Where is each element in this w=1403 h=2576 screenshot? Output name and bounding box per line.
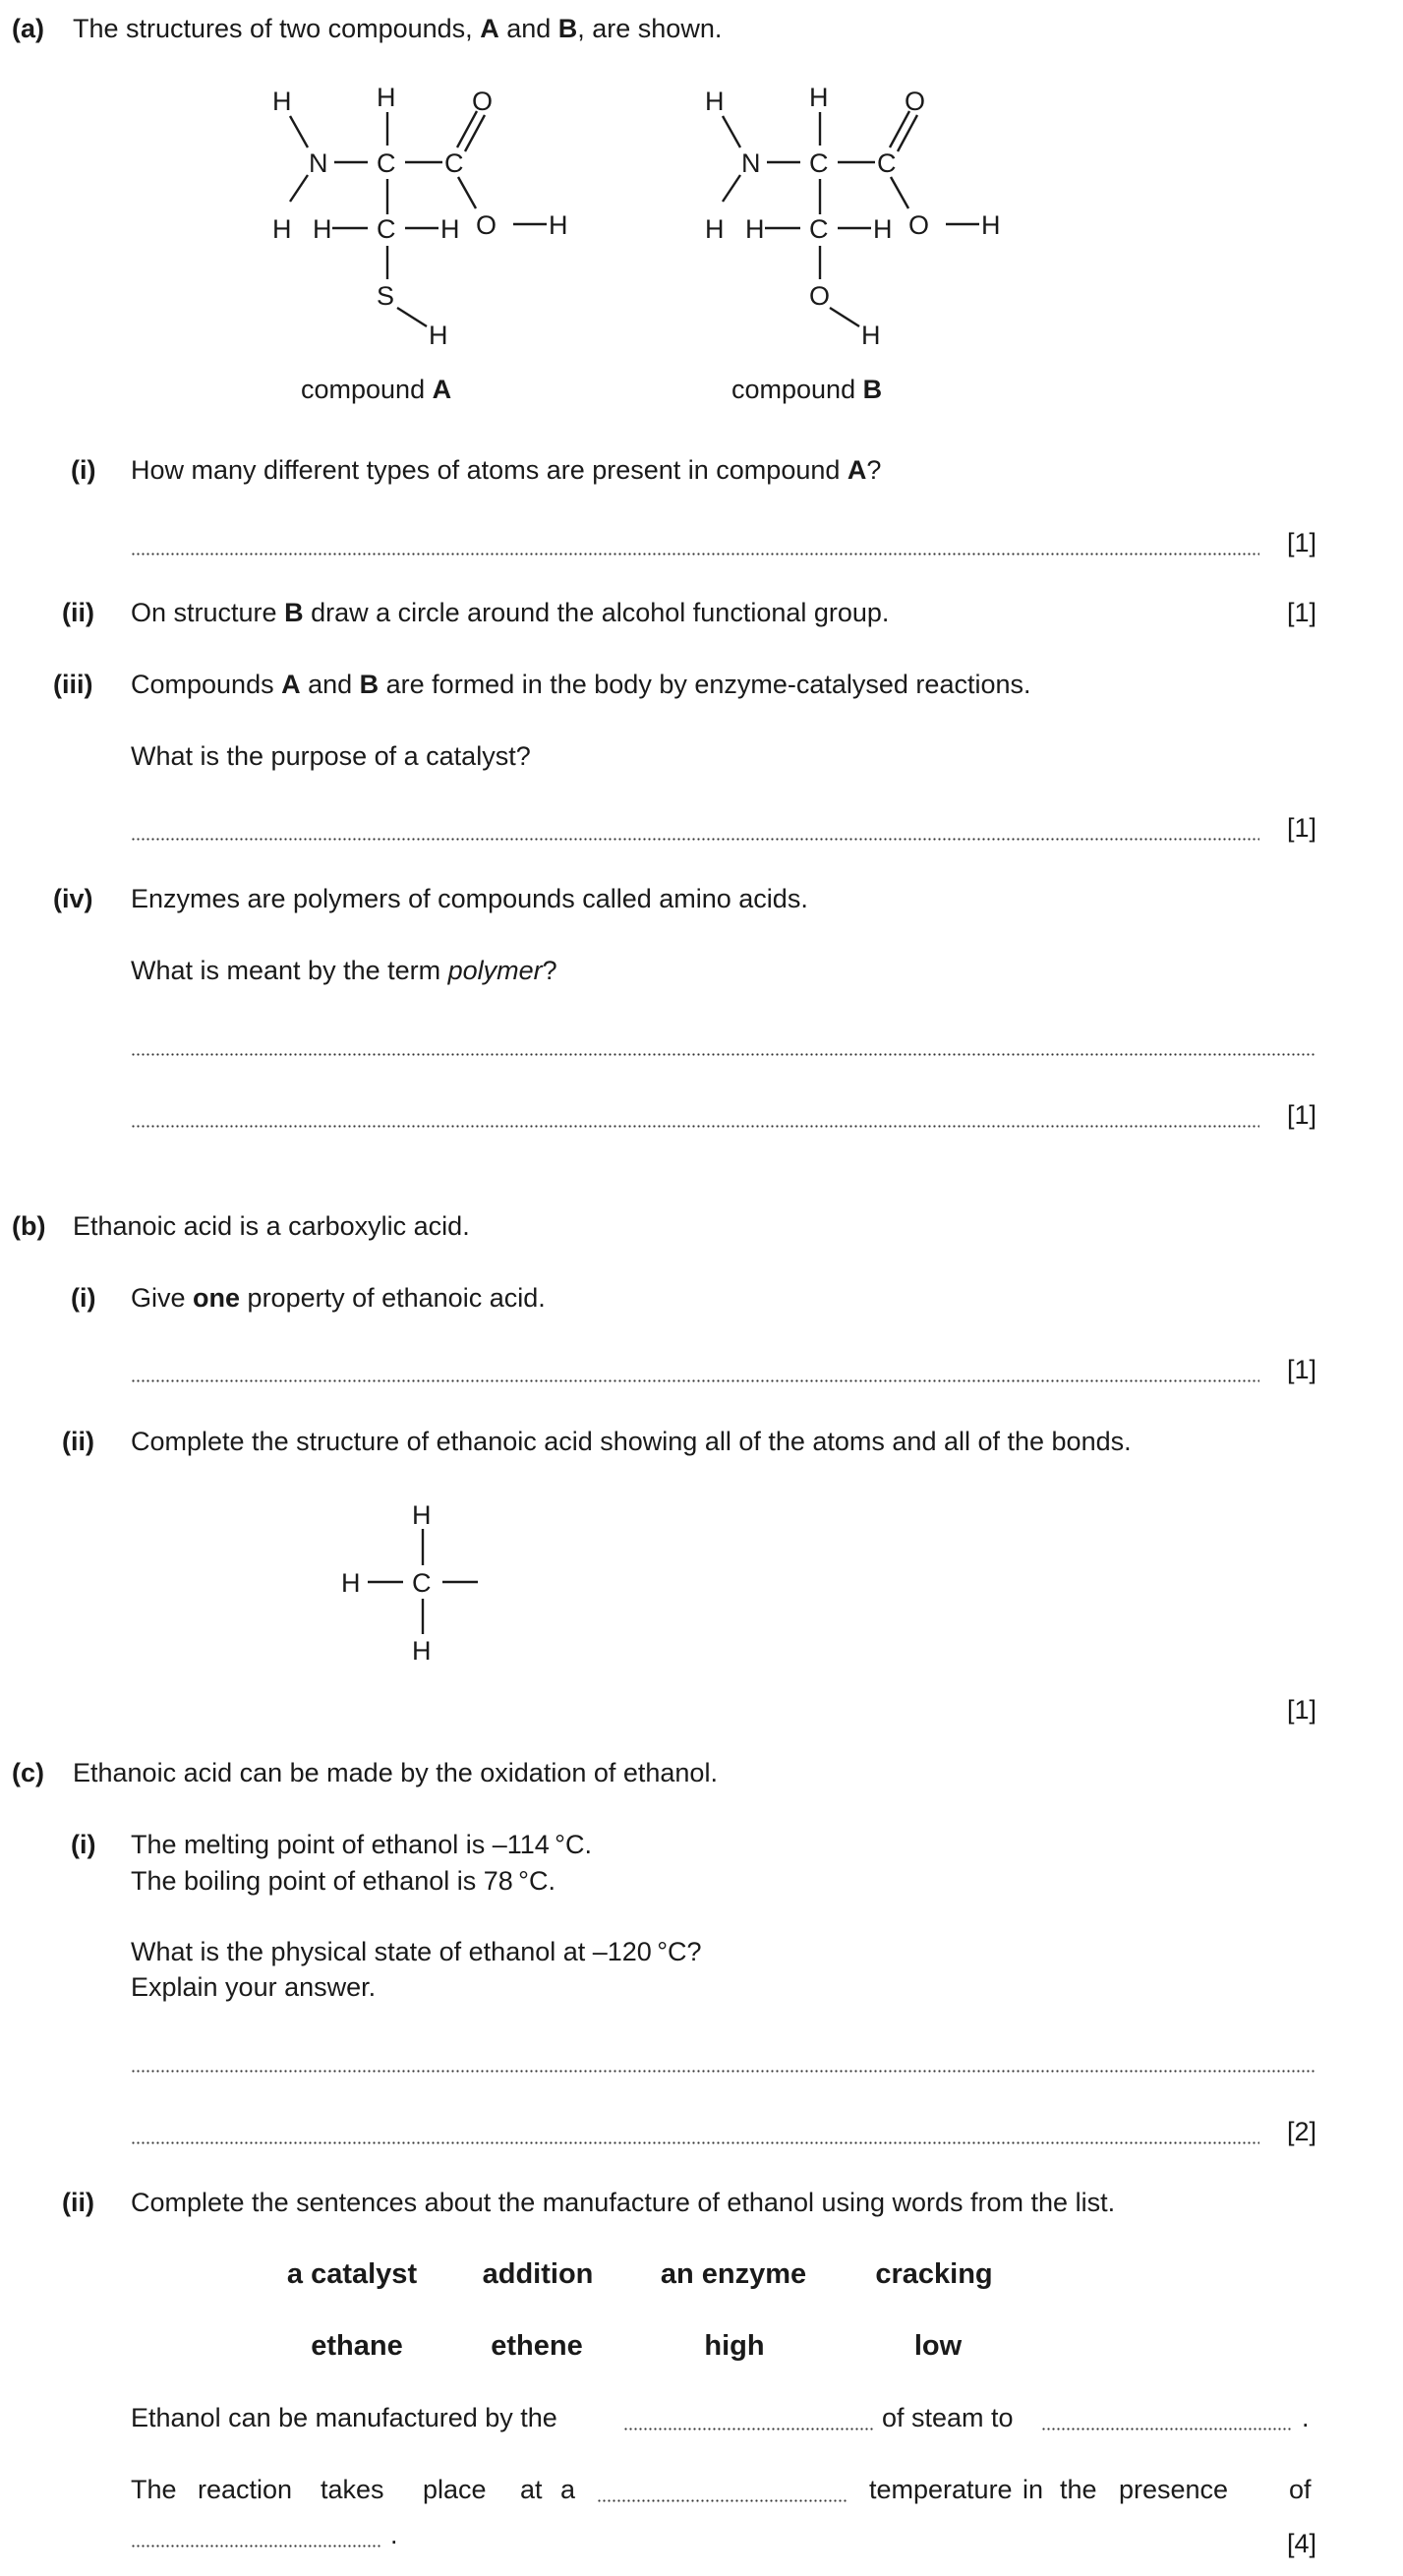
question-prompt: What is the physical state of ethanol at –120 °C?	[131, 1937, 702, 1966]
question-label: (ii)	[62, 598, 94, 627]
atom-h: H	[549, 210, 568, 240]
sentence-text: presence	[1119, 2475, 1229, 2504]
atom-h: H	[745, 214, 765, 244]
word-option: low	[913, 2330, 963, 2362]
sentence-text: the	[1060, 2475, 1097, 2504]
atom-o: O	[472, 87, 494, 116]
atom-o: O	[809, 281, 831, 311]
atom-c: C	[444, 148, 464, 178]
question-text: How many different types of atoms are present in compound A?	[131, 455, 882, 485]
sentence-text: reaction	[198, 2475, 293, 2504]
atom-c: C	[377, 148, 396, 178]
atom-h: H	[341, 1568, 361, 1598]
sentence-text: of	[1289, 2475, 1312, 2504]
question-label: (ii)	[62, 2188, 94, 2217]
question-prompt: What is the purpose of a catalyst?	[131, 741, 531, 771]
question-label: (i)	[71, 1830, 96, 1859]
atom-h: H	[809, 83, 829, 112]
question-text: Complete the sentences about the manufacture of ethanol using words from the list.	[131, 2188, 1116, 2217]
atom-h: H	[313, 214, 332, 244]
blank-field[interactable]	[1041, 2428, 1293, 2430]
atom-h: H	[272, 214, 292, 244]
atom-o: O	[908, 210, 930, 240]
atom-c: C	[377, 214, 396, 244]
sentence-text: of steam to	[882, 2403, 1014, 2432]
marks: [1]	[1286, 598, 1316, 627]
atom-h: H	[429, 321, 448, 350]
sentence-text: in	[1023, 2475, 1044, 2504]
word-option: a catalyst	[286, 2258, 418, 2290]
atom-n: N	[741, 148, 761, 178]
answer-line[interactable]	[131, 2141, 1259, 2144]
atom-h: H	[705, 87, 725, 116]
atom-h: H	[412, 1636, 432, 1666]
question-label: (i)	[71, 1283, 96, 1313]
atom-h: H	[272, 87, 292, 116]
atom-h: H	[412, 1500, 432, 1530]
word-option: cracking	[875, 2258, 993, 2290]
answer-line[interactable]	[131, 1053, 1316, 1056]
question-prompt: What is meant by the term polymer?	[131, 956, 557, 985]
marks: [2]	[1286, 2117, 1316, 2146]
sentence-text: at	[520, 2475, 543, 2504]
sentence-text: Ethanol can be manufactured by the	[131, 2403, 557, 2432]
marks: [4]	[1286, 2529, 1316, 2558]
question-text: Compounds A and B are formed in the body by enzyme-catalysed reactions.	[131, 670, 1031, 699]
atom-h: H	[377, 83, 396, 112]
question-text: On structure B draw a circle around the alcohol functional group.	[131, 598, 890, 627]
marks: [1]	[1286, 813, 1316, 843]
question-label: (ii)	[62, 1427, 94, 1456]
marks: [1]	[1286, 1100, 1316, 1130]
answer-line[interactable]	[131, 1125, 1259, 1128]
sentence-text: place	[423, 2475, 487, 2504]
question-text: Enzymes are polymers of compounds called amino acids.	[131, 884, 808, 913]
part-b-intro: Ethanoic acid is a carboxylic acid.	[73, 1211, 470, 1241]
question-label: (iii)	[53, 670, 93, 699]
word-option: ethene	[491, 2330, 583, 2362]
atom-h: H	[440, 214, 460, 244]
blank-field[interactable]	[131, 2545, 382, 2547]
compound-b-structure	[0, 0, 1403, 413]
part-a-label: (a)	[12, 14, 44, 43]
atom-h: H	[705, 214, 725, 244]
word-option: ethane	[311, 2330, 403, 2362]
word-option: high	[704, 2330, 765, 2362]
atom-h: H	[873, 214, 893, 244]
question-text: The melting point of ethanol is –114 °C.	[131, 1830, 592, 1859]
atom-c: C	[877, 148, 897, 178]
atom-o: O	[905, 87, 926, 116]
atom-c: C	[809, 214, 829, 244]
question-label: (i)	[71, 455, 96, 485]
marks: [1]	[1286, 1695, 1316, 1725]
sentence-text: a	[560, 2475, 576, 2504]
caption-compound-b: compound B	[731, 375, 883, 404]
question-text: The boiling point of ethanol is 78 °C.	[131, 1866, 555, 1896]
part-c-intro: Ethanoic acid can be made by the oxidation of ethanol.	[73, 1758, 718, 1787]
question-text: Give one property of ethanoic acid.	[131, 1283, 546, 1313]
blank-field[interactable]	[623, 2428, 875, 2430]
atom-c: C	[412, 1568, 432, 1598]
atom-h: H	[861, 321, 881, 350]
question-label: (iv)	[53, 884, 93, 913]
part-b-label: (b)	[12, 1211, 46, 1241]
part-c-label: (c)	[12, 1758, 44, 1787]
sentence-text: takes	[321, 2475, 384, 2504]
atom-s: S	[377, 281, 395, 311]
sentence-text: The	[131, 2475, 177, 2504]
question-text: Complete the structure of ethanoic acid showing all of the atoms and all of the bonds.	[131, 1427, 1132, 1456]
marks: [1]	[1286, 1355, 1316, 1384]
answer-line[interactable]	[131, 838, 1259, 841]
marks: [1]	[1286, 528, 1316, 557]
answer-line[interactable]	[131, 1379, 1259, 1382]
word-option: an enzyme	[660, 2258, 807, 2290]
answer-line[interactable]	[131, 553, 1259, 556]
blank-field[interactable]	[597, 2499, 848, 2502]
answer-line[interactable]	[131, 2070, 1316, 2073]
sentence-text: temperature	[869, 2475, 1013, 2504]
atom-o: O	[476, 210, 497, 240]
sentence-text: .	[1302, 2403, 1310, 2432]
question-prompt: Explain your answer.	[131, 1972, 377, 2002]
ethanoic-acid-partial-structure[interactable]	[0, 1475, 1403, 1691]
word-option: addition	[482, 2258, 594, 2290]
sentence-text: .	[390, 2520, 398, 2549]
atom-c: C	[809, 148, 829, 178]
atom-h: H	[981, 210, 1001, 240]
caption-compound-a: compound A	[301, 375, 452, 404]
part-a-intro: The structures of two compounds, A and B, are shown.	[73, 14, 723, 43]
atom-n: N	[309, 148, 328, 178]
